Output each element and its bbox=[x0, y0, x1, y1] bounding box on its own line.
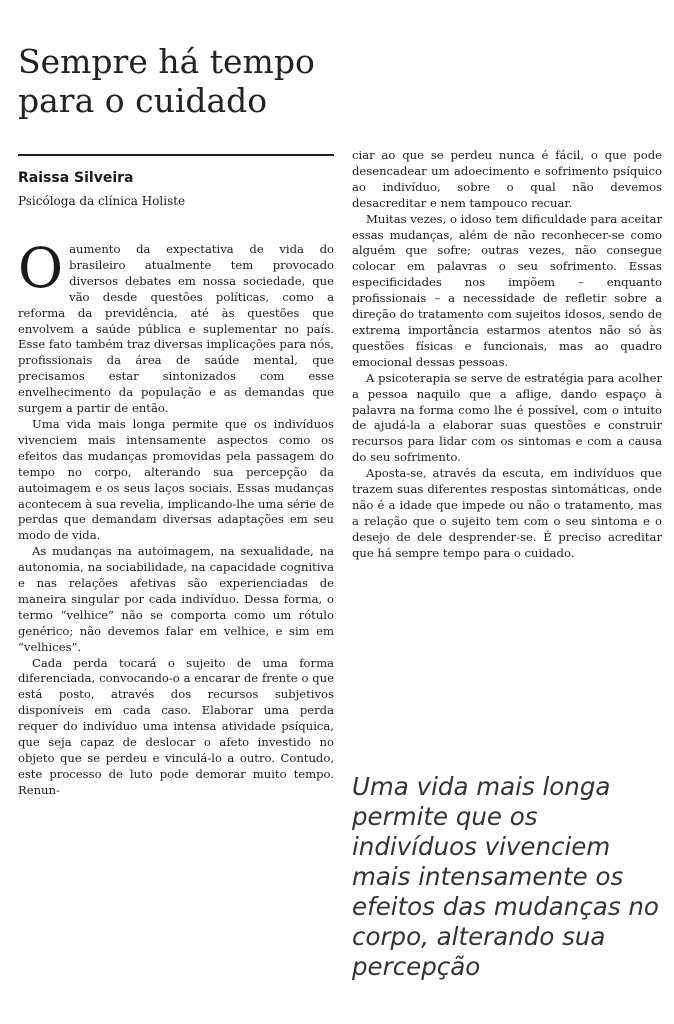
paragraph: Cada perda tocará o sujeito de uma forma diferenciada, convocando-o a encarar de frente o que está posto, através dos recursos subjetivos disponíveis em cada caso. Elaborar uma perda requer do indivíduo uma intensa atividade psíquica, que seja capaz de deslocar o afeto investido no objeto que se perdeu e vinculá-lo a outro. Contudo, este processo de luto pode demorar muito tempo. Renun- bbox=[18, 655, 334, 797]
title-line-1: Sempre há tempo bbox=[18, 42, 315, 81]
paragraph: Aposta-se, através da escuta, em indivíduos que trazem suas diferentes respostas sintomáticas, onde não é a idade que impede ou não o tratamento, mas a relação que o sujeito tem com o seu sintoma e o desejo de dele desprender-se. É preciso acreditar que há sempre tempo para o cuidado. bbox=[352, 466, 662, 560]
paragraph: ciar ao que se perdeu nunca é fácil, o que pode desencadear um adoecimento e sofrimento psíquico ao indivíduo, sobre o qual não devemos desacreditar e nem tampouco recuar. bbox=[352, 148, 662, 210]
title-line-2: para o cuidado bbox=[18, 81, 268, 120]
author-name: Raissa Silveira bbox=[18, 170, 134, 186]
drop-cap: O bbox=[18, 242, 64, 300]
article-column-2 bbox=[352, 148, 662, 738]
author-role: Psicóloga da clínica Holiste bbox=[18, 194, 186, 208]
article-column-1 bbox=[18, 242, 334, 987]
paragraph: A psicoterapia se serve de estratégia para acolher a pessoa naquilo que a aflige, dando espaço à palavra na forma como lhe é possível, com o intuito de ajudá-la a elaborar suas questões e construir recursos para lidar com os sintomas e com a causa do seu sofrimento. bbox=[352, 370, 662, 465]
paragraph: Oaumento da expectativa de vida do brasileiro atualmente tem provocado diversos debates em nossa sociedade, que vão desde questões políticas, como a reforma da previdência, até às questões que envolvem a saúde pública e suplementar no país. Esse fato também traz diversas implicações para nós, profissionais da área de saúde mental, que precisamos estar sintonizados com esse envelhecimento da população e as demandas que surgem a partir de então. bbox=[18, 242, 334, 416]
article-title bbox=[18, 42, 338, 120]
paragraph: As mudanças na autoimagem, na sexualidade, na autonomia, na sociabilidade, na capacidade cognitiva e nas relações afetivas são experienciadas de maneira singular por cada indivíduo. Dessa forma, o termo “velhice” não se comporta como um rótulo genérico; não devemos falar em velhice, e sim em “velhices”. bbox=[18, 544, 334, 654]
paragraph: Muitas vezes, o idoso tem dificuldade para aceitar essas mudanças, além de não reconhecer-se como alguém que sofre; outras vezes, não consegue colocar em palavras o seu sofrimento. Essas especificidades nos impõem – enquanto profissionais – a necessidade de refletir sobre a direção do tratamento com sujeitos idosos, sendo de extrema importância estarmos atentos não só às questões físicas e funcionais, mas ao quadro emocional dessas pessoas. bbox=[352, 211, 662, 369]
pull-quote: Uma vida mais longa permite que os indivíduos vivenciem mais intensamente os efeitos das mudanças no corpo, alterando sua percepção bbox=[352, 772, 659, 981]
paragraph: Uma vida mais longa permite que os indivíduos vivenciem mais intensamente aspectos como os efeitos das mudanças promovidas pela passagem do tempo no corpo, alterando sua percepção da autoimagem e os seus laços sociais. Essas mudanças acontecem à sua revelia, implicando-lhe uma série de perdas que demandam diversas adaptações em seu modo de vida. bbox=[18, 416, 334, 543]
title-divider bbox=[18, 154, 334, 156]
